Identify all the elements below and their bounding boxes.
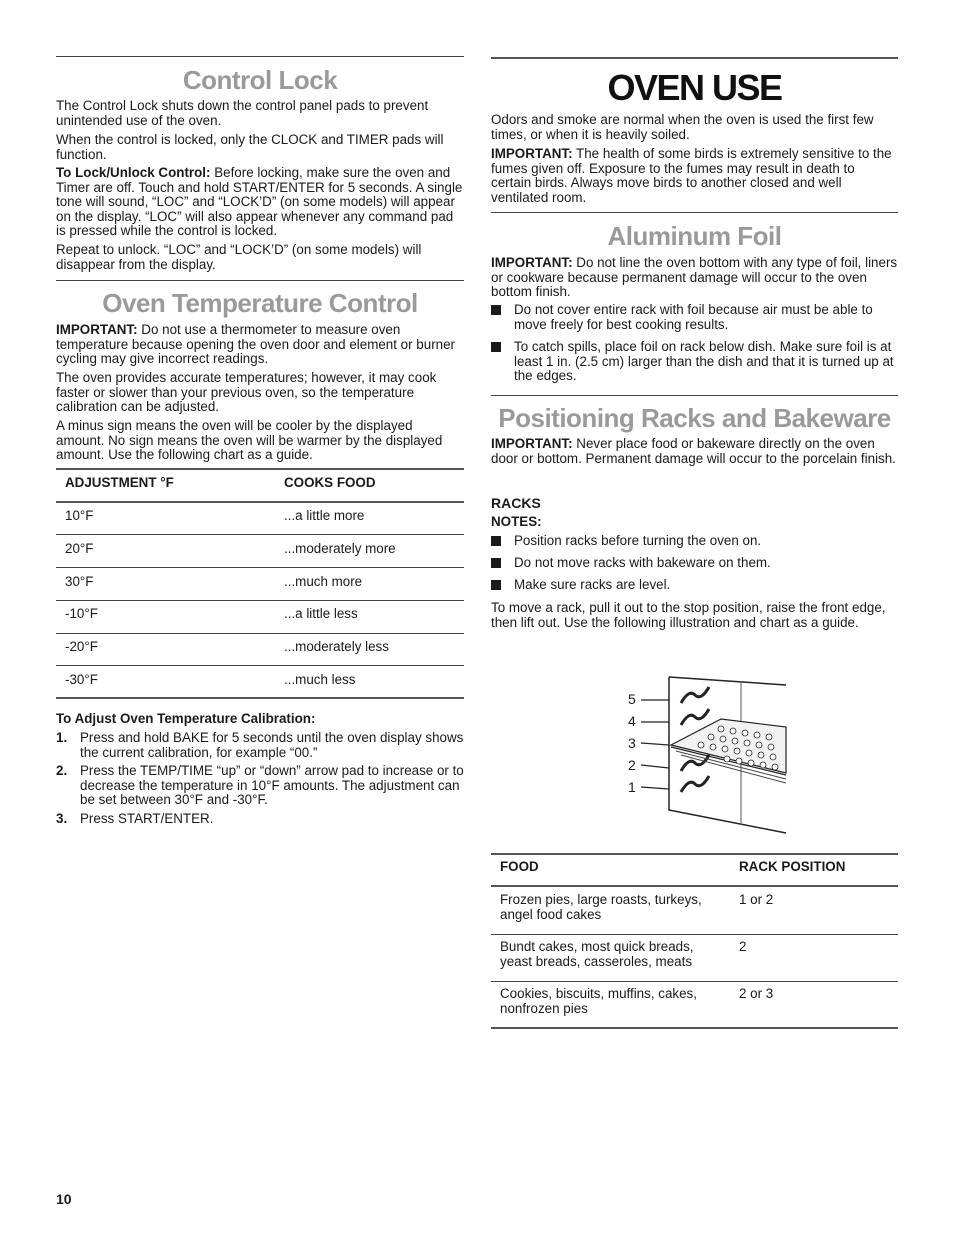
oven-temp-important xyxy=(56,323,464,367)
important-label: IMPORTANT: xyxy=(491,146,573,161)
rack-label-3: 3 xyxy=(628,735,636,751)
list-item xyxy=(491,340,898,384)
row-divider xyxy=(56,600,464,601)
row-divider xyxy=(56,633,464,634)
list-item xyxy=(56,812,464,827)
list-item xyxy=(56,731,464,760)
step-number: 1. xyxy=(56,730,68,745)
control-lock-title: Control Lock xyxy=(182,65,338,95)
header-cooks-food: COOKS FOOD xyxy=(284,475,376,490)
list-item xyxy=(56,764,464,808)
table-top-rule xyxy=(491,853,898,855)
bullet-text: Position racks before turning the oven on. xyxy=(514,533,762,548)
list-item xyxy=(491,534,898,549)
bullet-icon xyxy=(491,342,501,352)
control-lock-paragraph: The Control Lock shuts down the control panel pads to prevent unintended use of the oven. xyxy=(56,98,429,128)
important-text: Never place food or bakeware directly on the oven door or bottom. Permanent damage will occur to the porcelain finish. xyxy=(491,436,896,466)
table-top-rule xyxy=(56,468,464,470)
oven-temp-title: Oven Temperature Control xyxy=(102,288,418,318)
important-text: Do not line the oven bottom with any type of foil, liners or cookware because permanent damage will occur to the oven bottom finish. xyxy=(491,255,898,300)
cooks-food-cell: ...a little less xyxy=(284,606,358,621)
step-number: 3. xyxy=(56,811,68,826)
row-divider xyxy=(491,981,898,982)
oven-use-paragraph: Odors and smoke are normal when the oven is used the first few times, or when it is heavily soiled. xyxy=(491,112,874,142)
adjustment-cell: -10°F xyxy=(65,606,98,621)
lock-unlock-paragraph xyxy=(56,166,464,239)
section-divider xyxy=(491,57,898,59)
table-bottom-rule xyxy=(56,697,464,699)
control-lock-paragraph: Repeat to unlock. “LOC” and “LOCK’D” (on some models) will disappear from the display. xyxy=(56,242,422,272)
bullet-icon xyxy=(491,558,501,568)
oven-use-important xyxy=(491,147,898,205)
cooks-food-cell: ...much less xyxy=(284,672,356,687)
cooks-food-cell: ...moderately more xyxy=(284,541,396,556)
step-text: Press START/ENTER. xyxy=(80,811,214,826)
section-divider xyxy=(491,395,898,396)
bullet-text: To catch spills, place foil on rack below dish. Make sure foil is at least 1 in. (2.5 cm) larger than the dish and that it is turned up at the edges. xyxy=(514,339,894,384)
adjustment-cell: 30°F xyxy=(65,574,94,589)
bullet-text: Make sure racks are level. xyxy=(514,577,671,592)
important-text: The health of some birds is extremely sensitive to the fumes given off. Exposure to the fumes may result in death to certain birds. Always move birds to another closed and well ventilated room. xyxy=(491,146,892,205)
adjustment-cell: 20°F xyxy=(65,541,94,556)
move-rack-paragraph: To move a rack, pull it out to the stop position, raise the front edge, then lift out. Use the following illustration and chart as a guide. xyxy=(491,600,886,630)
section-divider xyxy=(56,56,464,57)
page-number: 10 xyxy=(56,1191,72,1207)
food-cell: Frozen pies, large roasts, turkeys, angel food cakes xyxy=(500,892,702,922)
step-text: Press and hold BAKE for 5 seconds until the oven display shows the current calibration, for example “00.” xyxy=(80,730,464,760)
food-cell: Cookies, biscuits, muffins, cakes, nonfrozen pies xyxy=(500,986,697,1016)
section-divider xyxy=(56,280,464,281)
rack-positions-illustration xyxy=(621,675,791,840)
rack-label-5: 5 xyxy=(628,691,636,707)
row-divider xyxy=(491,934,898,935)
row-divider xyxy=(56,665,464,666)
bullet-icon xyxy=(491,580,501,590)
racks-heading: RACKS xyxy=(491,495,541,511)
list-item xyxy=(491,556,898,571)
list-item xyxy=(491,578,898,593)
cooks-food-cell: ...much more xyxy=(284,574,363,589)
oven-use-title: OVEN USE xyxy=(607,67,782,108)
rack-position-cell: 2 xyxy=(739,939,747,954)
racks-important xyxy=(491,437,898,466)
section-divider xyxy=(491,212,898,213)
important-label: IMPORTANT: xyxy=(491,436,573,451)
food-cell: Bundt cakes, most quick breads, yeast breads, casseroles, meats xyxy=(500,939,694,969)
row-divider xyxy=(56,534,464,535)
adjustment-cell: -30°F xyxy=(65,672,98,687)
rack-position-cell: 1 or 2 xyxy=(739,892,774,907)
rack-label-1: 1 xyxy=(628,779,636,795)
notes-heading: NOTES: xyxy=(491,514,542,529)
header-adjustment: ADJUSTMENT °F xyxy=(65,475,174,490)
row-divider xyxy=(56,567,464,568)
calibration-steps-title: To Adjust Oven Temperature Calibration: xyxy=(56,711,316,726)
lock-unlock-text: Before locking, make sure the oven and Timer are off. Touch and hold START/ENTER for 5 seconds. A single tone will sound, “LOC” and “LOCK’D” (on some models) will appear on the display. “LOC” will also appear whenever any command pad is pressed while the control is locked. xyxy=(56,165,463,239)
bullet-text: Do not cover entire rack with foil because air must be able to move freely for best cooking results. xyxy=(514,302,873,332)
important-text: Do not use a thermometer to measure oven temperature because opening the oven door and element or burner cycling may give incorrect readings. xyxy=(56,322,456,367)
oven-temp-paragraph: A minus sign means the oven will be cooler by the displayed amount. No sign means the oven will be warmer by the displayed amount. Use the following chart as a guide. xyxy=(56,418,443,463)
list-item xyxy=(491,303,898,332)
bullet-icon xyxy=(491,536,501,546)
adjustment-cell: 10°F xyxy=(65,508,94,523)
control-lock-paragraph: When the control is locked, only the CLOCK and TIMER pads will function. xyxy=(56,132,444,162)
positioning-racks-title: Positioning Racks and Bakeware xyxy=(498,403,891,433)
important-label: IMPORTANT: xyxy=(491,255,573,270)
aluminum-foil-title: Aluminum Foil xyxy=(607,221,782,251)
bullet-text: Do not move racks with bakeware on them. xyxy=(514,555,771,570)
cooks-food-cell: ...moderately less xyxy=(284,639,389,654)
adjustment-cell: -20°F xyxy=(65,639,98,654)
important-label: IMPORTANT: xyxy=(56,322,138,337)
table-header-rule xyxy=(491,885,898,887)
bullet-icon xyxy=(491,305,501,315)
table-bottom-rule xyxy=(491,1027,898,1029)
step-number: 2. xyxy=(56,763,68,778)
step-text: Press the TEMP/TIME “up” or “down” arrow pad to increase or to decrease the temperature in 10°F amounts. The adjustment can be set between 30°F and -30°F. xyxy=(80,763,464,808)
header-rack-position: RACK POSITION xyxy=(739,859,846,874)
rack-label-4: 4 xyxy=(628,713,636,729)
lock-unlock-label: To Lock/Unlock Control: xyxy=(56,165,211,180)
header-food: FOOD xyxy=(500,859,539,874)
oven-interior-drawing xyxy=(621,675,791,840)
table-header-rule xyxy=(56,501,464,503)
cooks-food-cell: ...a little more xyxy=(284,508,365,523)
rack-label-2: 2 xyxy=(628,757,636,773)
foil-important xyxy=(491,256,898,300)
oven-temp-paragraph: The oven provides accurate temperatures; however, it may cook faster or slower than your previous oven, so the temperature calibration can be adjusted. xyxy=(56,370,437,415)
rack-position-cell: 2 or 3 xyxy=(739,986,774,1001)
